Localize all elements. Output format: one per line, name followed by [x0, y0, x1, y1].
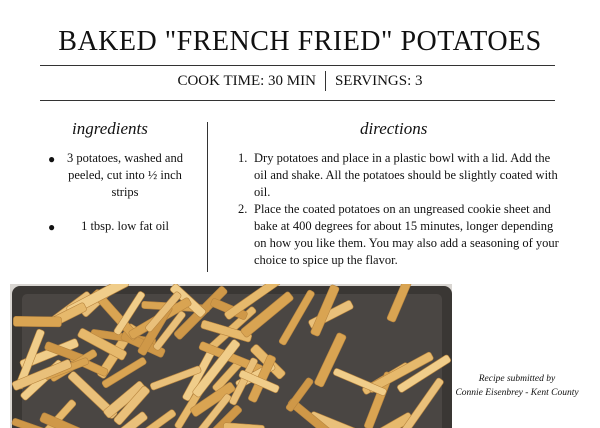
recipe-meta: [0, 71, 600, 91]
fries-photo: [10, 284, 452, 428]
bullet-icon: ●: [48, 152, 56, 166]
ingredient-item: [40, 218, 190, 235]
direction-step: [238, 201, 563, 269]
directions-list: [238, 150, 563, 269]
recipe-credit: [442, 372, 592, 400]
credit-line: Recipe submitted by: [478, 374, 556, 384]
bullet-icon: ●: [48, 220, 56, 234]
recipe-title: BAKED "FRENCH FRIED" POTATOES: [58, 26, 542, 57]
servings: SERVINGS: 3: [334, 72, 423, 89]
step-text: Place the coated potatoes on an ungreased cookie sheet and bake at 400 degrees for about 15 minutes, longer depending on how you like them. You may also add a seasoning of your choice to spice up the flavor.: [254, 202, 559, 267]
fry-strip: [13, 316, 61, 327]
step-number: 2.: [238, 202, 248, 216]
step-number: 1.: [238, 151, 248, 165]
meta-separator: [325, 71, 326, 91]
fries-on-baking-sheet-image: [10, 284, 452, 428]
ingredient-text: 3 potatoes, washed and peeled, cut into ½ inch strips: [67, 151, 183, 199]
direction-step: [238, 150, 563, 201]
ingredients-heading: ingredients: [72, 119, 148, 138]
ingredients-list: [40, 150, 190, 252]
top-divider: [40, 65, 555, 66]
bottom-divider: [40, 100, 555, 101]
step-text: Dry potatoes and place in a plastic bowl with a lid. Add the oil and shake. All the potatoes should be slightly coated with oil.: [254, 151, 558, 199]
column-divider: [207, 122, 208, 272]
ingredient-text: 1 tbsp. low fat oil: [81, 219, 169, 233]
ingredient-item: [40, 150, 190, 201]
cook-time: COOK TIME: 30 MIN: [177, 72, 316, 89]
credit-author: Connie Eisenbrey - Kent County: [455, 388, 579, 398]
directions-heading: directions: [360, 119, 428, 138]
